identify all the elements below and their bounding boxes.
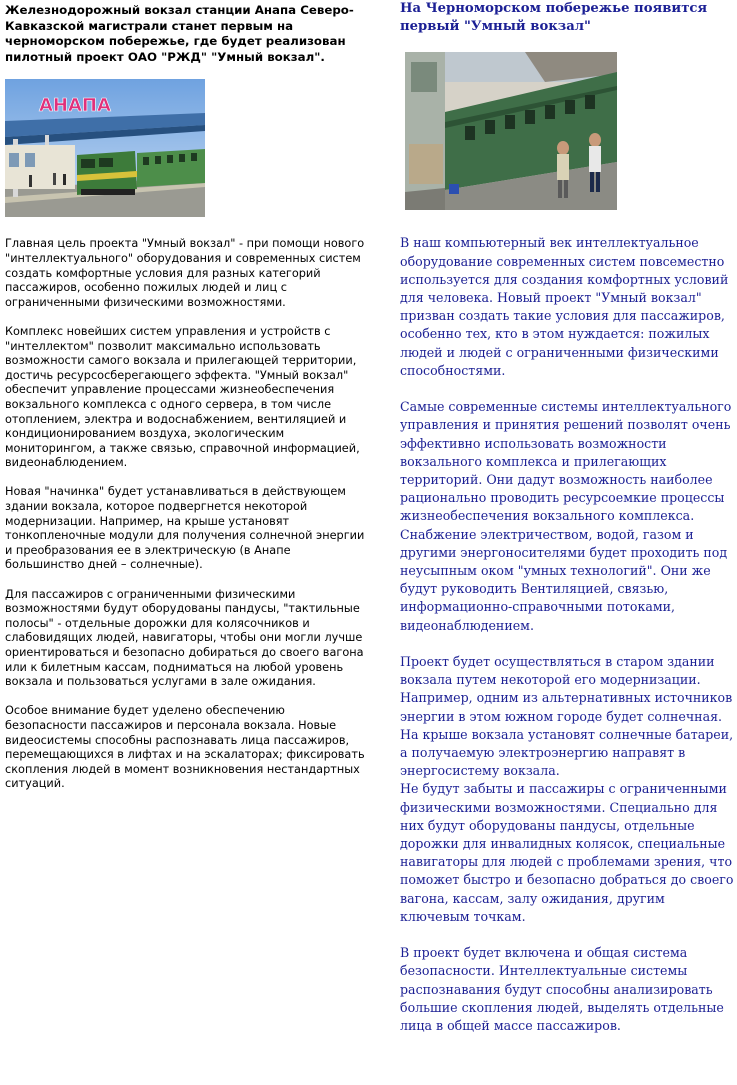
- right-headline: На Черноморском побережье появится первый "Умный вокзал": [400, 1, 708, 35]
- right-paragraph: В проект будет включена и общая система безопасности. Интеллектуальные системы распознавания будут способны анализировать большие скопления людей, выделять отдельные лица в общей массе пассажиров.: [400, 945, 724, 1034]
- station-sign-text: АНАПА: [39, 95, 111, 117]
- left-paragraph: Комплекс новейших систем управления и устройств с "интеллектом" позволит максимально использовать возможности самого вокзала и прилегающей территории, достичь ресурсосберегающего эффекта. "Умный вокзал" обеспечит управление процессами жизнеобеспечения вокзального комплекса с одного сервера, в том числе отоплением, электра и водоснабжением, вентиляцией и кондиционированием воздуха, экологическим мониторингом, а также связью, справочной информацией, видеонаблюдением.: [5, 324, 360, 470]
- anapa-station-photo: [5, 79, 205, 217]
- train-platform-photo: [405, 52, 617, 210]
- left-paragraph: Особое внимание будет уделено обеспечению безопасности пассажиров и персонала вокзала. Новые видеосистемы способны распознавать лица пассажиров, перемещающихся в лифтах и на эскалаторах; фиксировать скопления людей в момент возникновения нестандартных ситуаций.: [5, 704, 365, 791]
- right-body: [400, 234, 736, 1035]
- right-paragraph: Самые современные системы интеллектуального управления и принятия решений позволят очень эффективно использовать возможности вокзального комплекса и прилегающих территорий. Они дадут возможность наиболее рационально проводить ресурсоемкие процессы жизнеобеспечения вокзального комплекса. Снабжение электричеством, водой, газом и другими энергоносителями будет проходить под неусыпным оком "умных технологий". Они же будут руководить Вентиляцией, связью, информационно-справочными потоками, видеонаблюдением.: [400, 399, 732, 633]
- left-headline: Железнодорожный вокзал станции Анапа Северо-Кавказской магистрали станет первым на черноморском побережье, где будет реализован пилотный проект ОАО "РЖД" "Умный вокзал".: [5, 3, 354, 64]
- right-paragraph: Проект будет осуществляться в старом здании вокзала путем некоторой его модернизации. Например, одним из альтернативных источников энергии в этом южном городе будет солнечная. На крыше вокзала установят солнечные батареи, а получаемую электроэнергию направят в энергосистему вокзала. Не будут забыты и пассажиры с ограниченными физическими возможностями. Специально для них будут оборудованы пандусы, отдельные дорожки для инвалидных колясок, специальные навигаторы для людей с проблемами зрения, что поможет быстро и безопасно добраться до своего вагона, кассам, залу ожидания, другим ключевым точкам.: [400, 654, 734, 924]
- left-paragraph: Новая "начинка" будет устанавливаться в действующем здании вокзала, которое подвергнется некоторой модернизации. Например, на крыше установят тонкопленочные модули для получения солнечной энергии и преобразования ее в электрическую (в Анапе большинство дней – солнечные).: [5, 485, 365, 572]
- left-paragraph: Для пассажиров с ограниченными физическими возможностями будут оборудованы пандусы, "тактильные полосы" - отдельные дорожки для колясочников и слабовидящих людей, навигаторы, чтобы они могли лучше ориентироваться и безопасно добираться до своего вагона или к билетным кассам, подниматься на любой уровень вокзала и пользоваться услугами в зале ожидания.: [5, 587, 364, 689]
- right-article: [400, 0, 736, 1053]
- right-paragraph: В наш компьютерный век интеллектуальное оборудование современных систем повсеместно используется для создания комфортных условий для человека. Новый проект "Умный вокзал" призван создать такие условия для пассажиров, особенно тех, кто в этом нуждается: пожилых людей и людей с ограниченными физическими способностями.: [400, 235, 729, 378]
- left-body: [5, 237, 365, 792]
- left-paragraph: Главная цель проекта "Умный вокзал" - при помощи нового "интеллектуального" оборудования и современных систем создать комфортные условия для разных категорий пассажиров, особенно пожилых людей и лиц с ограниченными физическими возможностями.: [5, 237, 365, 309]
- left-article: [5, 3, 365, 807]
